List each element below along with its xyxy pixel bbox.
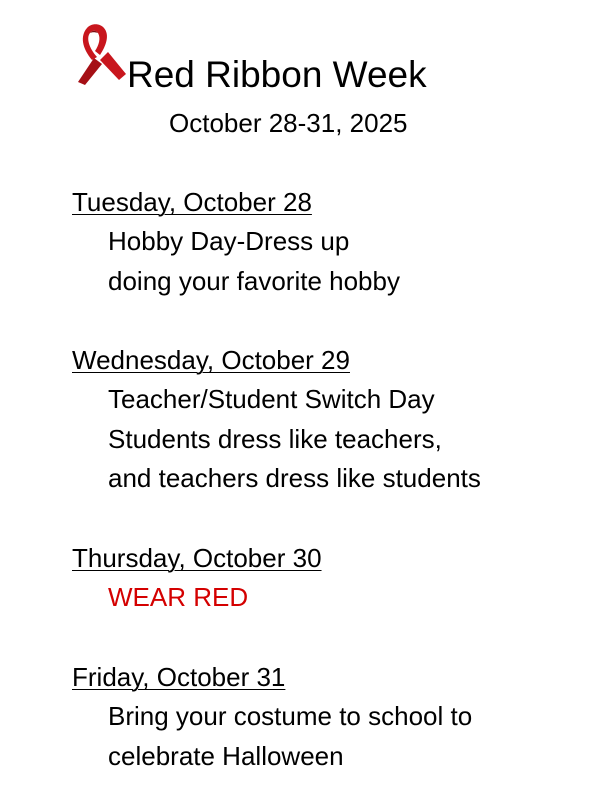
schedule-day-thursday (72, 539, 592, 618)
schedule-day-tuesday (72, 183, 592, 301)
day-description-line: celebrate Halloween (108, 740, 344, 771)
day-heading: Wednesday, October 29 (72, 345, 350, 375)
schedule-day-wednesday (72, 341, 592, 499)
day-description-line: Students dress like teachers, (108, 423, 442, 454)
day-description-line: Bring your costume to school to (108, 701, 473, 731)
red-ribbon-icon (74, 22, 126, 88)
day-description-line: Teacher/Student Switch Day (108, 384, 435, 414)
day-heading: Friday, October 31 (72, 662, 286, 692)
day-heading: Thursday, October 30 (72, 543, 322, 573)
event-dates: October 28-31, 2025 (169, 108, 408, 138)
day-description-line: and teachers dress like students (108, 463, 481, 493)
schedule-day-friday (72, 658, 592, 776)
wear-red-highlight: WEAR RED (108, 582, 249, 612)
day-heading: Tuesday, October 28 (72, 187, 312, 217)
day-description-line: Hobby Day-Dress up (108, 226, 350, 256)
page-title: Red Ribbon Week (127, 54, 427, 95)
day-description-line: doing your favorite hobby (108, 265, 400, 296)
